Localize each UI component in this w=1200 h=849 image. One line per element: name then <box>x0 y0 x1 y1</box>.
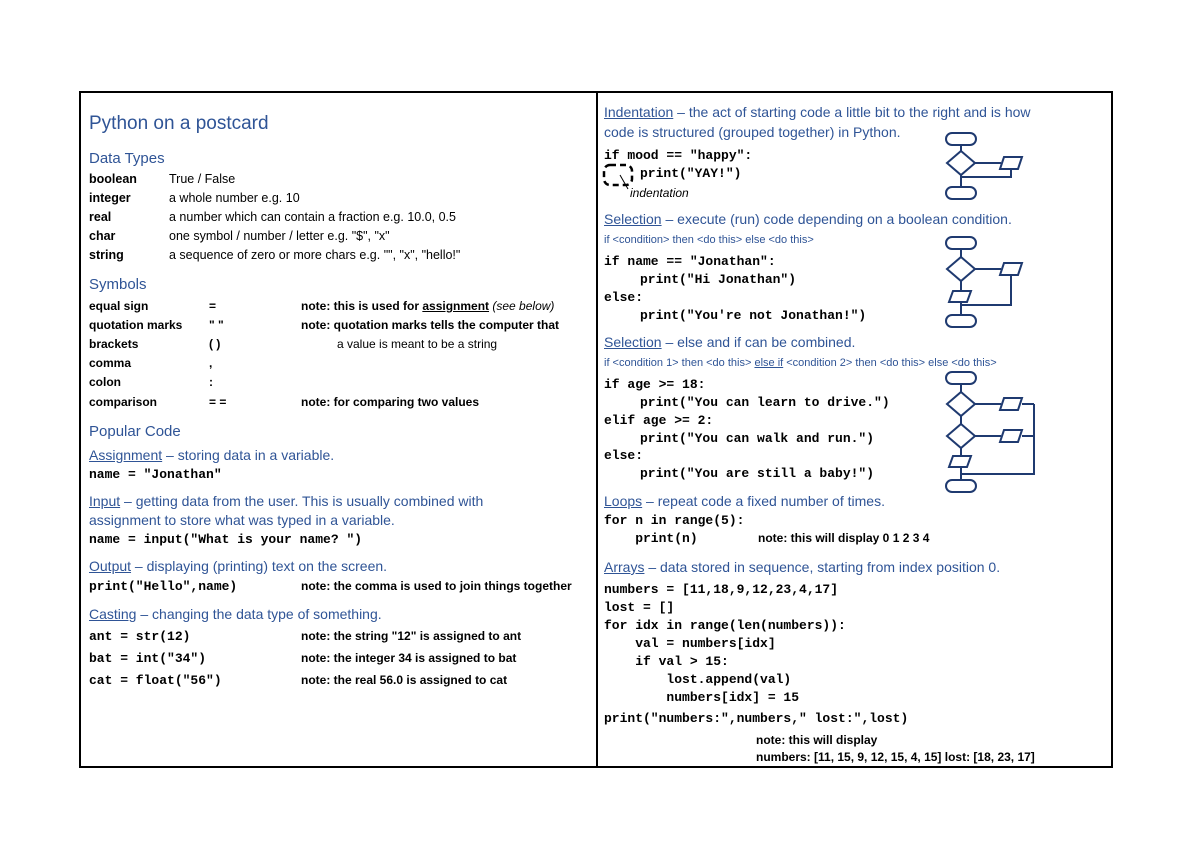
symbol-name: quotation marks <box>89 318 183 332</box>
indentation-code-print: print("YAY!") <box>640 166 742 181</box>
arrays-code-line: for idx in range(len(numbers)): <box>604 618 846 633</box>
arrays-code-line: numbers[idx] = 15 <box>604 690 800 705</box>
type-desc: a number which can contain a fraction e.g. 10.0, 0.5 <box>169 210 456 224</box>
casting-desc-text: – changing the data type of something. <box>136 606 382 622</box>
type-desc: a whole number e.g. 10 <box>169 191 300 205</box>
cond-part: if <condition 1> then <do this> <box>604 357 755 369</box>
selection-code-line: print("You're not Jonathan!") <box>640 308 867 323</box>
casting-term: Casting <box>89 606 137 622</box>
arrays-code-line: numbers = [11,18,9,12,23,4,17] <box>604 582 839 597</box>
indentation-code-if: if mood == "happy": <box>604 148 753 163</box>
arrays-code-line: lost = [] <box>604 600 675 615</box>
indentation-label: indentation <box>630 186 689 200</box>
assignment-link: assignment <box>422 299 490 313</box>
loops-code-print: print(n) <box>604 531 698 546</box>
see-below-text: (see below) <box>492 299 555 313</box>
selection-term: Selection <box>604 211 662 227</box>
symbol-note: a value is meant to be a string <box>337 337 498 351</box>
output-term: Output <box>89 558 132 574</box>
casting-desc <box>89 606 382 622</box>
arrays-code-line: val = numbers[idx] <box>604 636 776 651</box>
type-desc: a sequence of zero or more chars e.g. "", "x", "hello!" <box>169 248 461 262</box>
output-desc <box>89 558 387 574</box>
casting-code: ant = str(12) <box>89 629 191 644</box>
loops-code-for: for n in range(5): <box>604 513 745 528</box>
type-term: char <box>89 229 116 243</box>
data-types-heading: Data Types <box>89 150 165 167</box>
selection-code-line: else: <box>604 290 644 305</box>
input-desc <box>89 493 483 509</box>
assignment-term: Assignment <box>89 447 163 463</box>
assignment-desc <box>89 447 334 463</box>
cond-else-if: else if <box>754 357 784 369</box>
elif-code-line: print("You can walk and run.") <box>640 431 875 446</box>
symbol-note: note: for comparing two values <box>301 395 480 409</box>
symbol-name: comparison <box>89 395 158 409</box>
selection-combined-desc-text: – else and if can be combined. <box>661 334 856 350</box>
type-term: real <box>89 210 112 224</box>
elif-code-line: print("You are still a baby!") <box>640 466 875 481</box>
output-code: print("Hello",name) <box>89 579 238 594</box>
type-term: string <box>89 248 124 262</box>
indentation-desc-line2: code is structured (grouped together) in Python. <box>604 124 901 140</box>
elif-flowchart-icon <box>944 370 1044 500</box>
selection-code-line: print("Hi Jonathan") <box>640 272 797 287</box>
symbol-name: equal sign <box>89 299 149 313</box>
type-term: integer <box>89 191 131 205</box>
elif-code-line: print("You can learn to drive.") <box>640 395 890 410</box>
elif-code-line: else: <box>604 448 644 463</box>
input-code: name = input("What is your name? ") <box>89 532 363 547</box>
arrays-code-line: if val > 15: <box>604 654 729 669</box>
assignment-code: name = "Jonathan" <box>89 467 222 482</box>
loops-note: note: this will display 0 1 2 3 4 <box>758 531 930 545</box>
symbol-glyph: = <box>209 299 217 313</box>
type-term: boolean <box>89 172 137 186</box>
selection-combined-desc <box>604 334 855 350</box>
arrays-code-line: lost.append(val) <box>604 672 792 687</box>
symbol-glyph: , <box>209 356 213 370</box>
input-term: Input <box>89 493 121 509</box>
casting-code: cat = float("56") <box>89 673 222 688</box>
arrays-note: note: this will display <box>756 733 878 747</box>
selection-desc <box>604 211 1012 227</box>
selection-combined-pseudocode <box>604 357 997 369</box>
selection-desc-text: – execute (run) code depending on a boolean condition. <box>661 211 1012 227</box>
if-else-flowchart-icon <box>944 235 1034 331</box>
selection-combined-term: Selection <box>604 334 662 350</box>
input-desc-line2: assignment to store what was typed in a variable. <box>89 512 395 528</box>
page-title: Python on a postcard <box>89 113 269 134</box>
input-desc-text: – getting data from the user. This is usually combined with <box>120 493 484 509</box>
loops-desc-text: – repeat code a fixed number of times. <box>642 493 885 509</box>
loops-term: Loops <box>604 493 643 509</box>
casting-note: note: the integer 34 is assigned to bat <box>301 651 517 665</box>
symbol-note <box>301 299 554 313</box>
symbol-name: brackets <box>89 337 139 351</box>
casting-code: bat = int("34") <box>89 651 207 666</box>
elif-code-line: if age >= 18: <box>604 377 706 392</box>
output-note: note: the comma is used to join things together <box>301 579 572 593</box>
arrays-desc <box>604 559 1000 575</box>
assignment-desc-text: – storing data in a variable. <box>162 447 335 463</box>
symbol-name: comma <box>89 356 132 370</box>
popular-code-heading: Popular Code <box>89 423 181 440</box>
indentation-term: Indentation <box>604 104 674 120</box>
casting-note: note: the string "12" is assigned to ant <box>301 629 522 643</box>
symbols-heading: Symbols <box>89 276 147 293</box>
symbol-glyph: " " <box>209 318 224 332</box>
type-desc: True / False <box>169 172 236 186</box>
arrays-desc-text: – data stored in sequence, starting from index position 0. <box>644 559 1001 575</box>
type-desc: one symbol / number / letter e.g. "$", "x" <box>169 229 390 243</box>
indentation-desc-text: – the act of starting code a little bit to the right and is how <box>673 104 1031 120</box>
selection-code-line: if name == "Jonathan": <box>604 254 776 269</box>
elif-code-line: elif age >= 2: <box>604 413 714 428</box>
loops-desc <box>604 493 885 509</box>
if-flowchart-icon <box>944 131 1034 203</box>
symbol-note: note: quotation marks tells the computer that <box>301 318 560 332</box>
selection-pseudocode: if <condition> then <do this> else <do this> <box>604 234 814 246</box>
symbol-name: colon <box>89 375 121 389</box>
column-divider <box>596 91 598 768</box>
symbol-note-text: note: this is used for <box>301 299 423 313</box>
arrays-code-line: print("numbers:",numbers," lost:",lost) <box>604 711 909 726</box>
output-desc-text: – displaying (printing) text on the screen. <box>131 558 388 574</box>
arrays-output: numbers: [11, 15, 9, 12, 15, 4, 15] lost: [18, 23, 17] <box>756 750 1035 764</box>
arrays-term: Arrays <box>604 559 645 575</box>
casting-note: note: the real 56.0 is assigned to cat <box>301 673 508 687</box>
symbol-glyph: = = <box>209 395 227 409</box>
indentation-desc <box>604 104 1031 120</box>
cond-part: <condition 2> then <do this> else <do this> <box>783 357 997 369</box>
symbol-glyph: : <box>209 375 213 389</box>
symbol-glyph: ( ) <box>209 337 221 351</box>
